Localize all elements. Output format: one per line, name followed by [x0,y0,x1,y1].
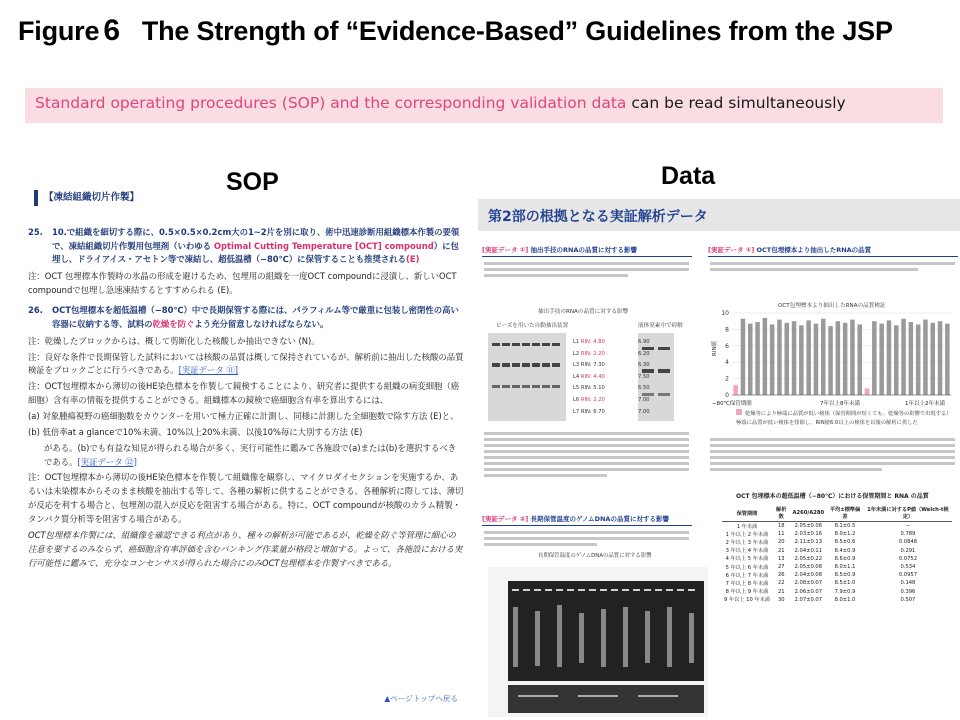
table-cell: 18 [777,523,785,530]
gel-lane-list [573,337,633,418]
sop-note-25: 注：OCT 包埋標本作製時の氷晶の形成を避けるため、包埋用の組織を一度OCT compoundに浸漬し、新しいOCT compoundで包埋し急速凍結するとすすめられる (E)。 [28,271,457,296]
table-row [722,571,952,579]
table-cell: 22 [777,580,785,587]
dna-gel-caption: 長期保管温度のゲノムDNAの品質に対する影響 [538,553,652,559]
legend-swatch-pink [736,409,742,415]
item25-text-b: ）に包埋し、ドライアイス・アセトン等で凍結し、超低温槽（−80℃）に保管することも推奨される [52,240,459,265]
item25-text-a: 10.で組織を細切する際に、0.5×0.5×0.2cm大の1~2片を別に取り、術中迅速診断用組織標本作製の要領で、凍結組織切片作製用包埋剤（いわゆる [52,226,460,251]
rin-bar [901,319,906,395]
rin-bar [748,324,753,395]
table-row [722,588,952,596]
banner-text: can be read simultaneously [626,94,846,112]
table-cell: 8.5±0.9 [834,572,856,579]
table-row [722,538,952,546]
table-header-cell: 解析数 [772,505,791,522]
sop-item-26 [28,304,464,332]
table-cell: 8.0±1.1 [834,564,856,571]
slide-title [18,14,948,48]
table-cell: 20 [777,539,785,546]
rin-bar [865,388,870,395]
panel-2-title [708,245,871,254]
table-cell: 2.11±0.13 [794,539,823,546]
table-cell: 0.507 [900,596,916,603]
lane-id: L5 [573,385,581,392]
sop-note-26d: 注：OCT包埋標本から薄切の後HE染色標本を作製して組織像を観察し、マイクロダイセクションを実施するか、あるいは未染標本からそのまま核酸を抽出する等して、各種の解析に供することができる。各種解析に際しては、薄切が反応を利する場合と、包埋剤の混入が反応を阻害する場合がある。特に、OCT compoundが核酸のカラム精製・タンパク質分析等を阻害する場合がある。 [28,472,464,524]
table-cell: 0.534 [900,564,916,571]
table-cell: 0.0848 [898,539,918,546]
table-cell: 5 年以上 6 年未満 [725,564,769,571]
evidence-link-11[interactable]: [実証データ ⑪] [178,365,239,376]
title-number: 6 [103,14,120,47]
sop-item-25 [28,226,464,268]
panel-2-body [710,259,955,274]
gel-lane-label [573,372,633,384]
panel-1-notes [484,429,689,480]
sop-option-b: (b) 低倍率at a glanceで10%未満、10%以上20%未満、以後10%毎に大別する方法 (E) [28,426,363,437]
lane-rin: RIN: 6.70 [580,408,605,415]
rin-table [722,505,952,604]
table-cell: 0.396 [900,588,916,595]
rin-bar [836,321,841,395]
table-header-cell: 1年未満に対するP値（Welch-t検定） [864,505,952,522]
rin-bar [923,320,928,395]
rin-bar [887,320,892,395]
panel-1-tag: [実証データ ①] [482,246,529,254]
gel-right-caption: 液体窒素中で砕解 [638,323,683,329]
rin-bar [894,325,899,395]
item26-text-b: よう充分留意しなければならない。 [194,318,329,329]
lane-id: L4 [573,373,581,380]
table-cell: 21 [777,547,785,554]
y-tick-label: 2 [725,375,729,383]
data-label: Data [661,162,716,190]
table-cell: 8 年以上 9 年未満 [725,589,769,596]
x-axis-group-label: −80℃保管期間 [712,401,752,407]
y-tick-label: 4 [725,359,729,367]
item-text [52,226,464,268]
rin-bar [733,385,738,395]
table-row [722,530,952,538]
lane-concentration: 7.00 [638,396,650,403]
rin-bar [879,324,884,395]
rin-bar [872,321,877,395]
title-text: The Strength of “Evidence-Based” Guidelines from the JSP [141,16,893,46]
lane-concentration: 6.30 [638,362,650,369]
panel-3-text: 長期保管温度のゲノムDNAの品質に対する影響 [528,515,669,523]
lane-concentration: 7.50 [638,373,650,380]
rin-bar [777,320,782,395]
rin-bar [945,324,950,395]
sop-section-title: 【凍結組織切片作製】 [34,190,464,206]
table-cell: 8.0±1.2 [834,531,856,538]
table-cell: − [905,523,911,530]
table-cell: 3 年以上 4 年未満 [725,548,769,555]
table-cell: 7.9±0.9 [834,588,856,595]
sop-option-a: (a) 対象腫瘍視野の癌細胞数をカウンターを用いて極力正確に計測し、同様に計測した全細胞数で除す方法 (E)と、 [28,410,459,421]
page-top-link[interactable]: ▲ページトップへ戻る [384,694,458,704]
sop-document [28,180,464,710]
sop-label: SOP [226,168,279,196]
table-cell: 2.07±0.07 [794,596,823,603]
title-prefix: Figure [18,16,100,46]
table-cell: 1 年以上 2 年未満 [725,531,769,538]
x-axis-group-label: 7年以上8年未満 [820,401,860,407]
lane-rin: RIN: 4.40 [580,373,605,380]
table-row [722,522,952,531]
lane-id: L6 [573,396,581,403]
lane-id: L3 [573,362,581,369]
rin-bar [741,319,746,395]
item-number: 26. [28,304,43,315]
rin-bar [784,323,789,395]
table-cell: 8.5±0.6 [834,539,856,546]
sop-note-26a: 注：乾燥したブロックからは、概して剪断化した核酸しか抽出できない (N)。 [28,335,320,346]
item26-pink: 乾燥を防ぐ [152,318,195,329]
panel-2-tag: [実証データ ①] [708,246,755,254]
table-cell: 2.06±0.07 [794,588,823,595]
rin-bar [850,320,855,395]
table-cell: 8.4±0.9 [834,547,856,554]
table-cell: 30 [777,596,785,603]
lane-rin: RIN: 5.10 [580,385,605,392]
table-cell: 13 [777,555,785,562]
item-text [52,304,464,332]
gel-lane-label [573,349,633,361]
rin-table-body [722,522,952,604]
table-cell: 0.148 [900,580,916,587]
table-cell: 0.291 [900,547,916,554]
table-row [722,555,952,563]
table-cell: 2.04±0.11 [794,547,823,554]
rin-bar [828,326,833,395]
table-cell: 1 年未満 [736,523,758,530]
chart-legend-2: 極端に品質が低い検体を排除し、RIN値6.0以上の検体を以後の解析に供した [736,420,918,426]
gel-lane-label [573,407,633,419]
x-axis-group-label: 1年以上2年未満 [905,401,945,407]
lane-id: L1 [573,339,581,345]
lane-rin: RIN: 2.20 [580,396,605,403]
evidence-link-12[interactable]: [実証データ ⑫] [77,456,137,467]
table-cell: 0.0957 [898,572,918,579]
table-cell: 6 年以上 7 年未満 [725,572,769,579]
table-cell: 8.1±0.5 [834,523,856,530]
table-cell: 4 年以上 5 年未満 [725,556,769,563]
item-number: 25. [28,226,43,237]
table-cell: 7 年以上 8 年未満 [725,580,769,587]
panel-3-rule [482,525,692,526]
rin-bar [770,324,775,395]
y-axis-label: RIN値 [712,340,718,356]
sop-note-26b [28,351,464,379]
table-cell: 2.05±0.06 [794,523,823,530]
rin-bar [763,318,768,395]
item25-pink: Optimal Cutting Temperature [OCT] compound [213,240,434,251]
lane-concentration: 6.50 [638,385,650,392]
sop-note-26c: 注：OCT包埋標本から薄切の後HE染色標本を作製して鏡検することにより、研究者に提供する組織の病変細胞（癌細胞）含有率の情報を提供することができる。組織標本の鏡検で癌細胞含有率を算出するには、 [28,381,460,406]
rin-bar [814,324,819,395]
table-cell: 2.05±0.22 [794,555,823,562]
data-header: 第2部の根拠となる実証解析データ [478,199,960,231]
legend-1-text: 乾燥等により極端に品質が低い検体（保管期間が短くても、乾燥等の影響で出現する） [745,411,952,417]
table-header-cell: 保管期間 [722,505,772,522]
dna-gel-image [488,567,708,717]
panel-2-text: OCT包埋標本より抽出したRNAの品質 [754,246,872,254]
lane-rin: RIN: 7.30 [580,362,605,369]
rin-bar [806,320,811,395]
lane-rin: RIN: 2.20 [580,350,605,357]
panel-3-title [482,514,669,523]
table-cell: 2 年以上 3 年未満 [725,539,769,546]
table-cell: 26 [777,572,785,579]
table-cell: 9 年以上 10 年未満 [724,597,770,604]
panel-3-tag: [実証データ ②] [482,515,529,523]
subtitle-banner [25,88,943,123]
y-tick-label: 10 [721,310,729,317]
rin-table-header [722,505,952,522]
panel-1-body [484,259,689,280]
chart-caption: OCT包埋標本より抽出したRNAの品質検証 [778,303,886,309]
table-cell: 2.04±0.08 [794,572,823,579]
gel-lane-label [573,360,633,372]
table-cell: 2.03±0.16 [794,531,823,538]
rin-bar [909,322,914,395]
table-row [722,547,952,555]
table-cell: 27 [777,564,785,571]
panel-3-body [484,528,689,549]
rin-bar-chart [710,307,955,407]
chart-legend-1 [736,409,952,417]
y-tick-label: 8 [725,326,729,334]
panel-2-notes [710,435,955,474]
gel-title: 抽出手技のRNAの品質に対する影響 [538,309,629,315]
gel-left-caption: ビーズを用いた自動抽出装置 [496,323,569,329]
sop-option-b-cont [28,442,464,470]
rin-bar [916,324,921,395]
table-cell: 8.0±1.0 [834,596,856,603]
panel-1-title [482,245,637,254]
table-header-cell: 平均±標準偏差 [826,505,864,522]
note26b-text: 注：良好な条件で長期保管した試料においては核酸の品質は概して保持されているが、解析前に抽出した核酸の品質検証をブロックごとに行うべきである。 [28,351,464,376]
rin-bar [792,321,797,395]
table-cell: 0.789 [900,531,916,538]
rin-bar [821,319,826,395]
y-tick-label: 6 [725,342,729,350]
table-cell: 8.5±1.0 [834,580,856,587]
panel-1-text: 抽出手技のRNAの品質に対する影響 [528,246,637,254]
sop-closing: OCT包埋標本作製には、組織像を確認できる利点があり、種々の解析が可能であるが、乾燥を防ぐ等管理に細心の注意を要するのみならず、癌細胞含有率評価を含むバンキング作業量が格段と増加する。よって、各施設における実行可能性に鑑みて、充分なコンセンサスが得られた場合にのみOCT包埋標本を作製すべきである。 [28,529,463,568]
rin-bar [930,323,935,395]
table-cell: 0.0752 [898,555,918,562]
gel-lane-label [573,383,633,395]
opt-b2-text: がある。(b)でも有益な知見が得られる場合が多く、実行可能性に鑑みて各施設で(a)または(b)を選択するべきである。 [44,442,457,467]
table-cell: 21 [777,588,785,595]
table-cell: 2.05±0.08 [794,564,823,571]
lane-concentration: 7.00 [638,408,650,415]
gel-lane-label [573,395,633,407]
banner-highlight: Standard operating procedures (SOP) and the corresponding validation data [35,94,627,112]
rin-bar [843,323,848,395]
data-document [478,199,960,719]
lane-concentration: 6.20 [638,350,650,357]
table-header-cell: A260/A280 [791,505,827,522]
rin-table-title: OCT 包埋標本の超低温槽（−80℃）における保管期間と RNA の品質 [736,493,929,500]
lane-id: L2 [573,350,581,357]
lane-id: L7 [573,408,581,415]
gel-lane-label [573,337,633,349]
table-cell: 11 [777,531,785,538]
rin-bar [857,324,862,395]
rin-bar [799,325,804,395]
rin-bar [755,322,760,395]
panel-1-rule [482,256,692,257]
table-cell: 8.6±0.9 [834,555,856,562]
panel-2-rule [708,256,958,257]
table-row [722,596,952,604]
y-tick-label: 0 [725,392,729,399]
item25-tag: (E) [406,254,420,265]
rin-bar [938,321,943,395]
lane-rin: RIN: 4.80 [580,339,605,345]
table-cell: 2.08±0.07 [794,580,823,587]
item26-text: OCT包埋標本を超低温槽（−80℃）中で長期保管する際には、パラフィルム等で厳重に包装し密閉性の高い容器に収納する等、試料の [52,304,459,329]
table-row [722,563,952,571]
table-row [722,579,952,587]
gel-concentration-list [638,337,678,418]
lane-concentration: 6.90 [638,339,650,345]
